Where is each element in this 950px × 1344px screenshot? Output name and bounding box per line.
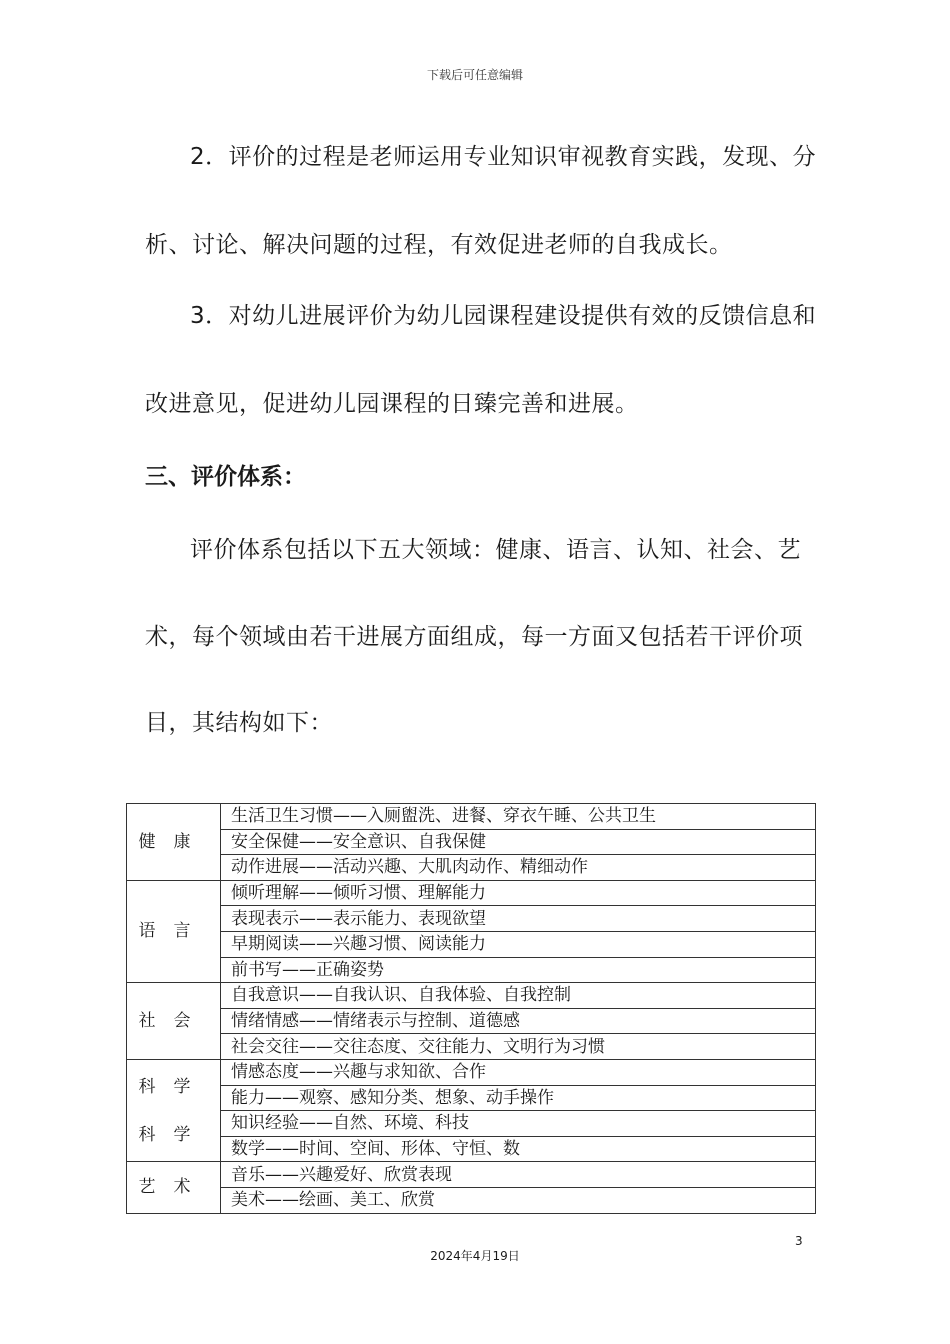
item-cell: 知识经验——自然、环境、科技 <box>221 1111 816 1137</box>
domain-science-label-1: 科学 <box>138 1076 209 1097</box>
item-cell: 前书写——正确姿势 <box>221 957 816 983</box>
paragraph-3-line-2: 改进意见，促进幼儿园课程的日臻完善和进展。 <box>145 391 639 417</box>
system-paragraph-line-1: 评价体系包括以下五大领域：健康、语言、认知、社会、艺 <box>190 537 801 563</box>
page-header: 下载后可任意编辑 <box>426 68 523 82</box>
table-row <box>127 880 816 906</box>
domain-social: 社会 <box>127 983 221 1060</box>
system-paragraph-line-2: 术，每个领域由若干进展方面组成，每一方面又包括若干评价项 <box>145 624 803 650</box>
table-row <box>127 1187 816 1213</box>
table-row <box>127 1085 816 1111</box>
section-heading: 三、评价体系： <box>145 464 306 490</box>
table-row <box>127 1034 816 1060</box>
item-cell: 情感态度——兴趣与求知欲、合作 <box>221 1059 816 1085</box>
item-cell: 能力——观察、感知分类、想象、动手操作 <box>221 1085 816 1111</box>
page-number: 3 <box>795 1234 803 1248</box>
domain-art: 艺术 <box>127 1162 221 1213</box>
item-cell: 美术——绘画、美工、欣赏 <box>221 1187 816 1213</box>
item-cell: 社会交往——交往态度、交往能力、文明行为习惯 <box>221 1034 816 1060</box>
table-row <box>127 1111 816 1137</box>
item-cell: 数学——时间、空间、形体、守恒、数 <box>221 1136 816 1162</box>
footer-date: 2024年4月19日 <box>430 1249 520 1263</box>
item-cell: 情绪情感——情绪表示与控制、道德感 <box>221 1008 816 1034</box>
paragraph-3-line-1: 3．对幼儿进展评价为幼儿园课程建设提供有效的反馈信息和 <box>190 303 817 329</box>
table-row <box>127 983 816 1009</box>
item-cell: 音乐——兴趣爱好、欣赏表现 <box>221 1162 816 1188</box>
item-cell: 自我意识——自我认识、自我体验、自我控制 <box>221 983 816 1009</box>
table-row <box>127 1008 816 1034</box>
table-row <box>127 1136 816 1162</box>
item-cell: 安全保健——安全意识、自我保健 <box>221 829 816 855</box>
item-cell: 倾听理解——倾听习惯、理解能力 <box>221 880 816 906</box>
table-row <box>127 906 816 932</box>
item-cell: 早期阅读——兴趣习惯、阅读能力 <box>221 931 816 957</box>
system-paragraph-line-3: 目，其结构如下： <box>145 710 333 736</box>
domain-health: 健康 <box>127 804 221 881</box>
table-row <box>127 931 816 957</box>
paragraph-2-line-2: 析、讨论、解决问题的过程，有效促进老师的自我成长。 <box>145 232 733 258</box>
table-row <box>127 855 816 881</box>
item-cell: 生活卫生习惯——入厕盥洗、进餐、穿衣午睡、公共卫生 <box>221 804 816 830</box>
evaluation-structure-table <box>126 803 816 1214</box>
table-row <box>127 829 816 855</box>
item-cell: 表现表示——表示能力、表现欲望 <box>221 906 816 932</box>
table-row <box>127 957 816 983</box>
domain-language: 语言 <box>127 880 221 982</box>
table-row <box>127 1059 816 1085</box>
item-cell: 动作进展——活动兴趣、大肌肉动作、精细动作 <box>221 855 816 881</box>
table-row <box>127 1162 816 1188</box>
domain-science <box>127 1059 221 1161</box>
table-row <box>127 804 816 830</box>
paragraph-2-line-1: 2．评价的过程是老师运用专业知识审视教育实践，发现、分 <box>190 144 817 170</box>
domain-science-label-2: 科学 <box>138 1124 209 1145</box>
